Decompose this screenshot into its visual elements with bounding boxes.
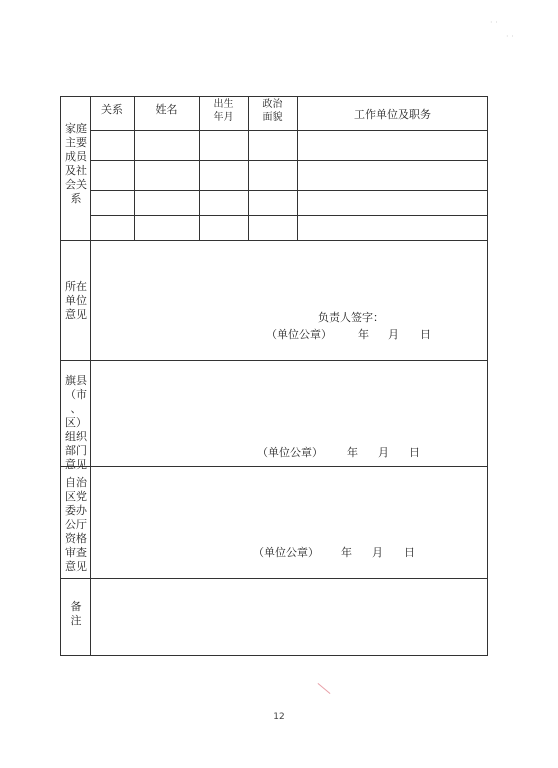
county-seal-label: （单位公章）: [257, 446, 323, 459]
header-name: 姓名: [155, 103, 178, 116]
scan-speck: · ·: [506, 32, 514, 41]
family-row-line: [90, 130, 488, 131]
section-divider-county: [60, 466, 488, 467]
unit-month-label: 月: [388, 328, 399, 341]
remark-label: 备 注: [70, 600, 82, 627]
unit-label: 所在 单位 意见: [65, 280, 87, 321]
scan-speck: · ·: [490, 18, 498, 27]
header-work: 工作单位及职务: [354, 108, 431, 121]
header-relation: 关系: [101, 103, 123, 116]
family-col-line: [134, 96, 135, 240]
county-label: 旗县 （市 、区） 组织 部门 意见: [65, 374, 87, 471]
section-divider-family: [60, 240, 488, 241]
page-number: 12: [273, 712, 285, 722]
family-row-line: [90, 215, 488, 216]
region-seal-label: （单位公章）: [253, 546, 319, 559]
county-day-label: 日: [409, 446, 420, 459]
region-year-label: 年: [341, 546, 352, 559]
header-political: 政治 面貌: [262, 99, 283, 123]
unit-day-label: 日: [420, 328, 431, 341]
section-divider-region: [60, 578, 488, 579]
county-year-label: 年: [347, 446, 358, 459]
header-birth: 出生 年月: [213, 99, 234, 123]
family-label: 家庭 主要 成员 及社 会关 系: [65, 122, 87, 205]
region-day-label: 日: [404, 546, 415, 559]
region-month-label: 月: [372, 546, 383, 559]
county-month-label: 月: [378, 446, 389, 459]
region-label: 自治 区党 委办 公厅 资格 审查 意见: [65, 476, 87, 573]
scan-mark: [318, 683, 331, 694]
form-table: [60, 96, 488, 656]
unit-year-label: 年: [358, 328, 369, 341]
family-row-line: [90, 160, 488, 161]
signature-label: 负责人签字：: [318, 311, 384, 324]
family-row-line: [90, 190, 488, 191]
unit-seal-label: （单位公章）: [266, 328, 332, 341]
section-divider-unit: [60, 360, 488, 361]
label-column-divider: [90, 96, 91, 656]
